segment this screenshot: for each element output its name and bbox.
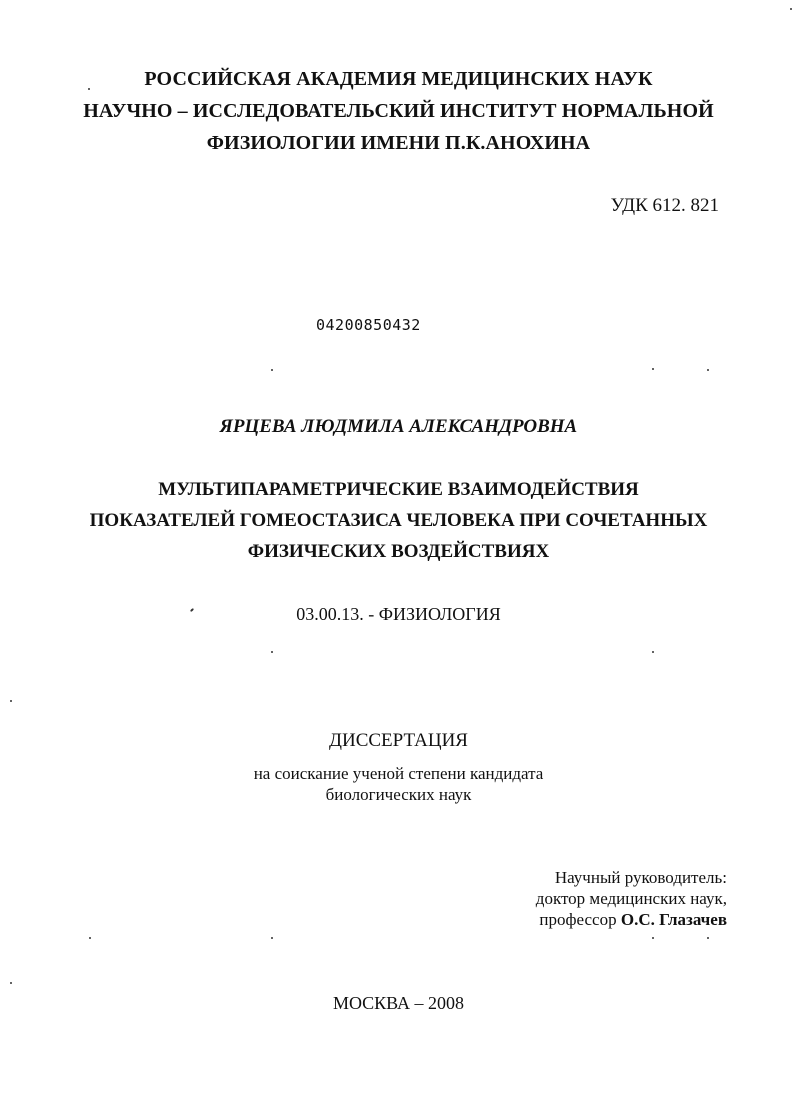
scan-speck [652,368,654,370]
scan-speck [652,937,654,939]
city-year: МОСКВА – 2008 [332,993,465,1013]
title-line-3: ФИЗИЧЕСКИХ ВОЗДЕЙСТВИЯХ [247,541,550,562]
institution-line-2: НАУЧНО – ИССЛЕДОВАТЕЛЬСКИЙ ИНСТИТУТ НОРМАЛЬНОЙ [83,100,714,122]
author-name: ЯРЦЕВА ЛЮДМИЛА АЛЕКСАНДРОВНА [219,416,578,437]
scan-speck [10,700,12,702]
scan-speck [88,88,90,90]
scan-speck [707,937,709,939]
supervisor-degree: доктор медицинских наук, [535,889,727,908]
degree-line-2: биологических наук [325,785,472,804]
registration-code: 04200850432 [316,316,421,334]
scan-speck [271,651,273,653]
scan-speck [89,937,91,939]
supervisor-name: О.С. Глазачев [620,910,727,929]
scan-speck [10,982,12,984]
specialty-code: 03.00.13. - ФИЗИОЛОГИЯ [296,604,501,624]
title-line-1: МУЛЬТИПАРАМЕТРИЧЕСКИЕ ВЗАИМОДЕЙСТВИЯ [158,479,639,500]
scan-speck [790,8,792,10]
dissertation-label: ДИССЕРТАЦИЯ [329,730,468,751]
institution-line-3: ФИЗИОЛОГИИ ИМЕНИ П.К.АНОХИНА [206,132,591,154]
udk-code: УДК 612. 821 [610,195,719,216]
scan-speck [271,937,273,939]
scan-speck [271,369,273,371]
title-line-2: ПОКАЗАТЕЛЕЙ ГОМЕОСТАЗИСА ЧЕЛОВЕКА ПРИ СОЧЕТАННЫХ [89,510,708,531]
supervisor-title: профессор [539,910,617,929]
scan-speck [707,369,709,371]
degree-line-1: на соискание ученой степени кандидата [253,764,544,783]
supervisor-name-line [539,910,727,930]
supervisor-role: Научный руководитель: [554,868,727,887]
scan-speck [652,651,654,653]
institution-line-1: РОССИЙСКАЯ АКАДЕМИЯ МЕДИЦИНСКИХ НАУК [144,68,653,90]
